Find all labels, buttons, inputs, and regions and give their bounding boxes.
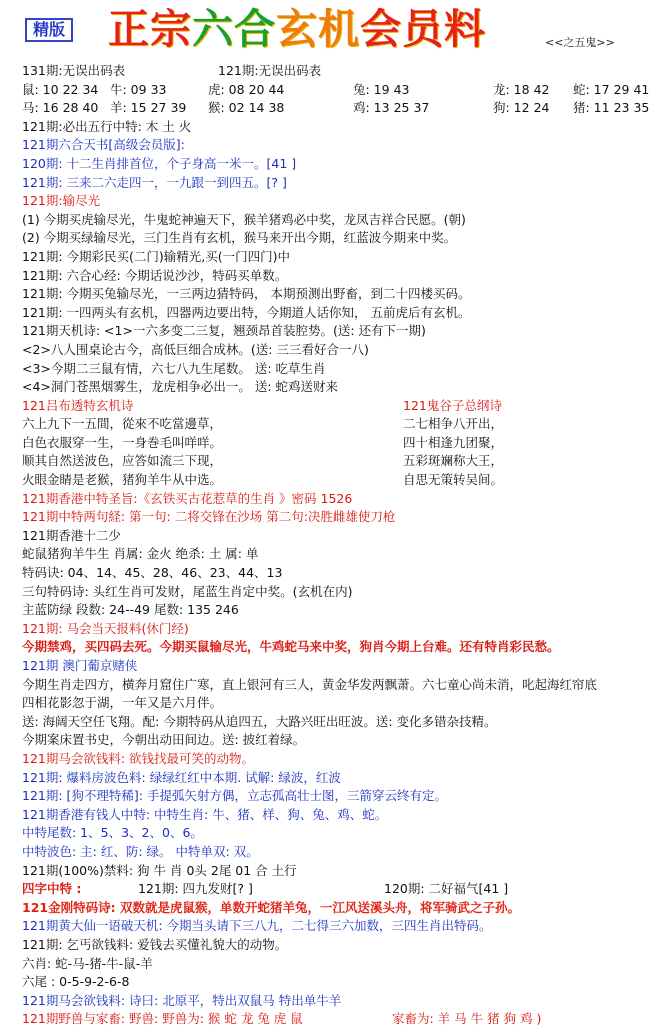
title-part-1: 正宗 <box>108 5 192 53</box>
text-line: 中特波色: 主: 红、防: 绿。 中特单双: 双。 <box>22 843 259 859</box>
title-part-3: 玄机 <box>276 5 360 53</box>
text-line: 六肖: 蛇-马-猪-牛-鼠-羊 <box>22 955 153 971</box>
text-line: 白色衣服穿一生，一身巻毛叫咩咩。 <box>22 434 223 450</box>
text-line: 中特尾数: 1、5、3、2、0、6。 <box>22 825 203 841</box>
text-line: 121期(100%)禁料: 狗 牛 肖 0头 2尾 01 合 土行 <box>22 862 297 878</box>
poem-line <box>22 415 658 434</box>
text-line: 121期: 乞丐欲钱料: 爱钱去买懂礼貌大的动物。 <box>22 936 288 952</box>
zodiac-code: 龙: 18 42 <box>493 81 550 97</box>
zodiac-code: 猪: 11 23 35 <box>573 100 650 116</box>
text-line: <3>今期二三鼠有情，六七八九生尾数。 送: 吃草生肖 <box>22 360 326 376</box>
code-table-row <box>22 81 658 100</box>
text-line: 火眼金睛是老猴，猪狗羊牛从中选。 <box>22 472 223 488</box>
text-line: 六尾 : 0-5-9-2-6-8 <box>22 974 130 990</box>
text-line: 121期: 今期彩民买(二门)输精光,买(一门四门)中 <box>22 248 291 264</box>
text-line: (1) 今期买虎输尽光，牛鬼蛇神遍天下，猴羊猪鸡必中奖，龙凤吉祥合民愿。(朝) <box>22 211 466 227</box>
text-line: 三句特码诗: 头红生肖可发财，尾蓝生肖定中奖。(玄机在内) <box>22 583 353 599</box>
text-line: 121期马会欲钱料: 欲钱找最可笑的动物。 <box>22 750 255 766</box>
text-line: 121期:必出五行中特: 木 土 火 <box>22 118 192 134</box>
text-line: 六上九下一五間，從來不吃當邊草， <box>22 416 223 432</box>
zodiac-code: 蛇: 17 29 41 <box>573 81 650 97</box>
section-heading: 121鬼谷子总纲诗 <box>403 397 502 413</box>
text-line: <2>八人围桌论古今，高低巨细合成林。(送: 三三看好合一八) <box>22 341 369 357</box>
code-table-header <box>22 62 658 81</box>
poem-line <box>22 471 658 490</box>
text-line: 121期: 今期买兔输尽光，一三两边猜特码， 本期预测出野畜，到二十四楼买码。 <box>22 286 471 302</box>
document-body <box>22 62 658 1029</box>
page-title <box>108 4 486 54</box>
text-line: 四相花影忽于湖，一年又是六月伴。 <box>22 695 223 711</box>
zodiac-code: 狗: 12 24 <box>493 100 550 116</box>
page-header <box>0 0 667 62</box>
text-line: 顺其自然送波色，应答如流三下现， <box>22 453 223 469</box>
text-line: 四字中特 : <box>22 881 82 897</box>
section-heading: 121期: 马会当天报料(休门经) <box>22 620 189 636</box>
text-line: 送: 海阔天空任飞翔。配: 今期特码从追四五，大路兴旺出旺波。送: 变化多错杂技精。 <box>22 713 497 729</box>
text-line: 121期: [狗不理特稀]: 手提弧矢射方偶，立志孤高壮士图，三箭穿云终有定。 <box>22 788 447 804</box>
poem-line <box>22 434 658 453</box>
zodiac-code: 马: 16 28 40 <box>22 100 99 116</box>
zodiac-code: 鼠: 10 22 34 <box>22 81 99 97</box>
section-heading: 121期:输尽光 <box>22 193 101 209</box>
text-line: 今期案床置书史，今朝出动田间边。送: 披红着绿。 <box>22 732 306 748</box>
text-line: 今期生肖走四方，横奔月窟住广寒，直上银河有三人，黄金华发两飘萧。六七童心尚未消，叱起海红帘底 <box>22 676 598 692</box>
zodiac-code: 兔: 19 43 <box>353 81 410 97</box>
poem-line <box>22 452 658 471</box>
title-part-4: 会员料 <box>360 5 486 53</box>
text-line: 120期: 十二生肖排首位，个子身高一米一。[41 ] <box>22 155 297 171</box>
text-line: 家畜为: 羊 马 牛 猪 狗 鸡 ) <box>392 1011 542 1027</box>
text-line: 今期禁鸡，买四码去死。今期买鼠输尽光，牛鸡蛇马来中奖，狗肖今期上台难。还有特肖彩民愁。 <box>22 639 560 655</box>
text-line: <4>洞门苍黑烟雾生，龙虎相争必出一。 送: 蛇鸡送财来 <box>22 379 339 395</box>
title-part-2: 六合 <box>192 5 276 53</box>
text-line: 121期:无误出码表 <box>218 63 322 78</box>
text-line: 121期野兽与家畜: 野兽: 野兽为: 猴 蛇 龙 兔 虎 鼠 <box>22 1011 303 1027</box>
text-line: 121期香港有钱人中特: 中特生肖: 牛、猪、样、狗、兔、鸡、蛇。 <box>22 806 388 822</box>
zodiac-code: 猴: 02 14 38 <box>208 100 285 116</box>
poem-headings <box>22 397 658 416</box>
text-line: 121金刚特码诗: 双数就是虎鼠猴，单数开蛇猪羊兔，一江风送溪头舟，将军骑武之子孙。 <box>22 899 520 915</box>
text-line: 121期: 三来二六走四一，一九跟一到四五。[? ] <box>22 174 287 190</box>
zodiac-code: 羊: 15 27 39 <box>110 100 187 116</box>
section-heading: 121吕布透特玄机诗 <box>22 397 134 413</box>
text-line: 四十相逢九团聚， <box>403 434 504 450</box>
text-line: 蛇鼠猪狗羊牛生 肖属: 金火 绝杀: 土 属: 单 <box>22 546 259 562</box>
text-line: 特码诀: 04、14、45、28、46、23、44、13 <box>22 565 283 581</box>
zodiac-code: 鸡: 13 25 37 <box>353 100 430 116</box>
author-signature: <<之五鬼>> <box>545 36 615 49</box>
text-line: 121期香港中特圣旨:《玄铁买古花惹草的生肖 》密码 1526 <box>22 490 353 506</box>
section-heading: 121期六合天书[高级会员版]: <box>22 137 185 153</box>
text-line: 121期: 四九发财[? ] <box>138 881 253 897</box>
text-line: 121期: 六合心经: 今期话说沙沙，特码买单数。 <box>22 267 288 283</box>
text-line: (2) 今期买绿输尽光，三门生肖有玄机，猴马来开出今期，红蓝波今期来中奖。 <box>22 230 457 246</box>
text-line: 121期香港十二少 <box>22 527 121 543</box>
zodiac-code: 牛: 09 33 <box>110 81 167 97</box>
text-line: 121期马会欲钱料: 诗曰: 北原平，特出双鼠马 特出单牛羊 <box>22 992 342 1008</box>
edition-badge: 精版 <box>25 18 73 42</box>
text-line: 121期黄大仙一语破天机: 今期当头请下三八九，二七得三六加数，三四生肖出特码。 <box>22 918 492 934</box>
text-line: 121期: 爆料房波色料: 绿绿红红中本期. 试解: 绿波，红波 <box>22 769 341 785</box>
zodiac-code: 虎: 08 20 44 <box>208 81 285 97</box>
text-line: 二七相争八开出， <box>403 416 504 432</box>
code-table-row <box>22 99 658 118</box>
animals-line <box>22 1010 658 1029</box>
four-character-line <box>22 880 658 899</box>
text-line: 121期: 一四两头有玄机，四器两边要出特，今期道人话你知， 五前虎后有玄机。 <box>22 304 471 320</box>
text-line: 121期天机诗: <1>一六多变二三复，翘颈昂首装腔势。(送: 还有下一期) <box>22 323 426 339</box>
text-line: 120期: 二好福气[41 ] <box>384 881 509 897</box>
text-line: 五彩斑斓称大王， <box>403 453 504 469</box>
text-line: 主蓝防绿 段数: 24--49 尾数: 135 246 <box>22 602 239 618</box>
text-line: 131期:无误出码表 <box>22 63 126 78</box>
text-line: 自思无策转吴间。 <box>403 472 504 488</box>
text-line: 121期中特两句経: 第一句: 二将交锋在沙场 第二句:决胜雌雄使刀枪 <box>22 509 396 525</box>
section-heading: 121期 澳门葡京赌侠 <box>22 658 138 673</box>
